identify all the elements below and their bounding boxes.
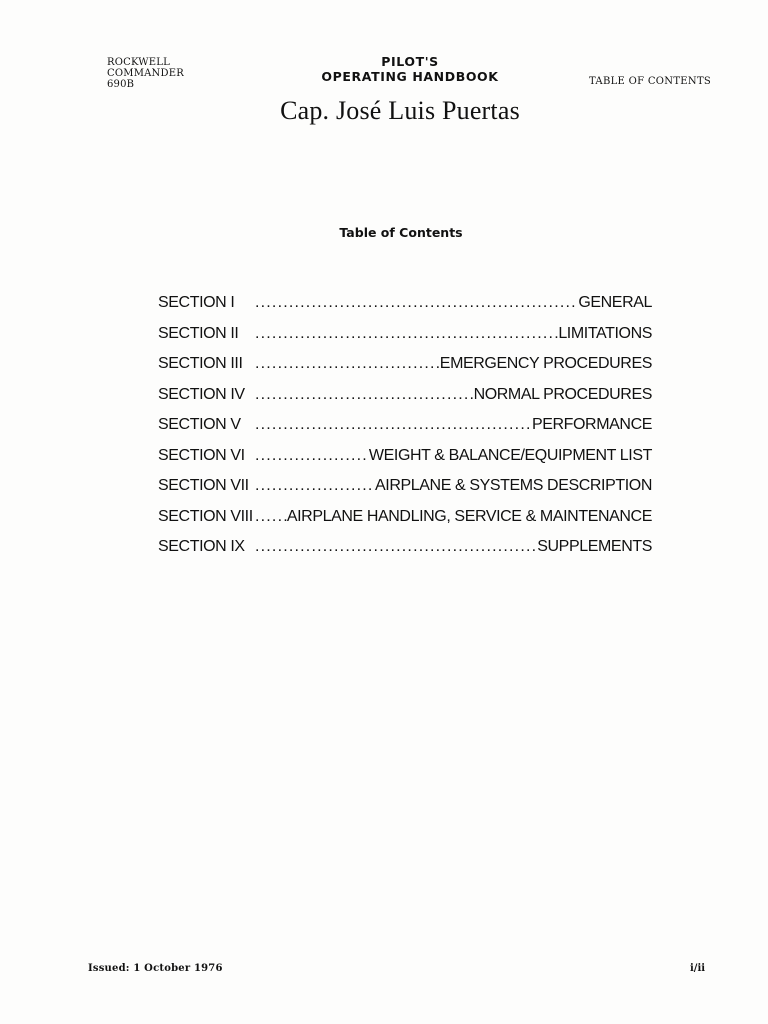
toc-leader-dots <box>255 294 578 312</box>
toc-entry-section-6[interactable] <box>158 447 652 478</box>
toc-section-number: SECTION II <box>158 324 239 342</box>
toc-section-name: AIRPLANE & SYSTEMS DESCRIPTION <box>375 477 652 494</box>
toc-section-name: AIRPLANE HANDLING, SERVICE & MAINTENANCE <box>286 507 652 525</box>
toc-section-number: SECTION I <box>158 294 235 311</box>
handbook-title-line-2: OPERATING HANDBOOK <box>321 69 499 84</box>
toc-section-number: SECTION III <box>158 355 243 372</box>
toc-leader-dots <box>255 477 375 495</box>
model-number-line: 690B <box>107 79 135 90</box>
toc-list <box>158 294 652 569</box>
toc-entry-section-5[interactable] <box>158 416 652 447</box>
toc-leader-dots <box>255 508 287 526</box>
toc-section-number: SECTION VI <box>158 446 245 464</box>
toc-entry-section-4[interactable] <box>158 386 652 417</box>
toc-entry-section-7[interactable] <box>158 477 652 508</box>
toc-leader-dots <box>255 416 532 434</box>
handbook-title-line-1: PILOT'S <box>381 54 439 69</box>
toc-section-name: LIMITATIONS <box>558 324 652 342</box>
toc-section-name: NORMAL PROCEDURES <box>473 385 652 403</box>
toc-section-name: WEIGHT & BALANCE/EQUIPMENT LIST <box>368 446 652 464</box>
toc-section-name: GENERAL <box>578 294 652 311</box>
toc-leader-dots <box>255 325 558 343</box>
toc-entry-section-8[interactable] <box>158 508 652 539</box>
toc-entry-section-9[interactable] <box>158 538 652 569</box>
manufacturer-line: ROCKWELL <box>107 57 170 68</box>
issue-date: Issued: 1 October 1976 <box>88 963 223 974</box>
toc-section-number: SECTION VII <box>158 477 249 494</box>
toc-title: Table of Contents <box>339 225 463 240</box>
toc-section-number: SECTION V <box>158 416 241 433</box>
toc-entry-section-2[interactable] <box>158 325 652 356</box>
owner-name: Cap. José Luis Puertas <box>280 96 520 125</box>
toc-section-name: SUPPLEMENTS <box>537 538 652 555</box>
toc-section-number: SECTION IX <box>158 538 245 555</box>
toc-leader-dots <box>255 355 440 373</box>
toc-section-name: PERFORMANCE <box>531 416 652 433</box>
toc-leader-dots <box>255 538 537 556</box>
toc-entry-section-1[interactable] <box>158 294 652 325</box>
toc-leader-dots <box>255 386 474 404</box>
toc-section-name: EMERGENCY PROCEDURES <box>439 355 652 372</box>
toc-leader-dots <box>255 447 369 465</box>
model-line: COMMANDER <box>107 68 184 79</box>
page-number: i/ii <box>690 963 706 974</box>
running-header-right: TABLE OF CONTENTS <box>589 76 712 87</box>
toc-section-number: SECTION VIII <box>158 507 253 525</box>
toc-entry-section-3[interactable] <box>158 355 652 386</box>
toc-section-number: SECTION IV <box>158 385 245 403</box>
